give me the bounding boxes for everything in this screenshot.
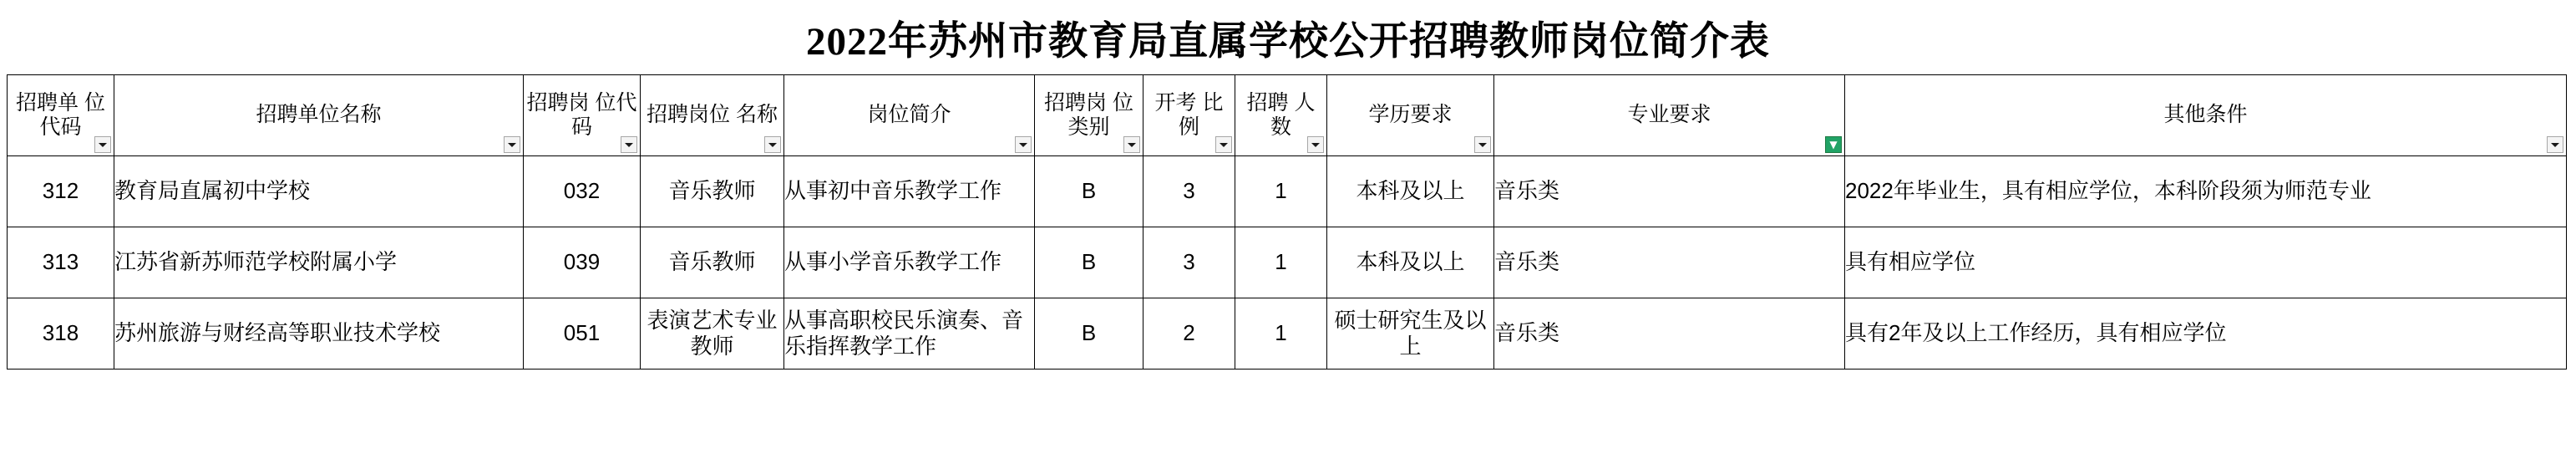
column-header-other-label: 其他条件 bbox=[2163, 103, 2248, 127]
cell-post-name: 音乐教师 bbox=[641, 227, 784, 298]
chevron-down-icon bbox=[1478, 143, 1487, 147]
column-header-exam-ratio bbox=[1143, 75, 1235, 156]
cell-headcount: 1 bbox=[1235, 156, 1327, 227]
cell-unit-name: 江苏省新苏师范学校附属小学 bbox=[114, 227, 524, 298]
cell-education: 硕士研究生及以上 bbox=[1327, 298, 1494, 370]
cell-unit-code: 313 bbox=[8, 227, 114, 298]
cell-headcount: 1 bbox=[1235, 227, 1327, 298]
cell-post-name: 表演艺术专业教师 bbox=[641, 298, 784, 370]
chevron-down-icon bbox=[1128, 143, 1136, 147]
cell-post-type: B bbox=[1035, 227, 1143, 298]
chevron-down-icon bbox=[2551, 143, 2559, 147]
column-header-post-code-label: 招聘岗 位代码 bbox=[526, 90, 637, 139]
chevron-down-icon bbox=[1311, 143, 1320, 147]
column-header-unit-code bbox=[8, 75, 114, 156]
column-header-post-code bbox=[524, 75, 641, 156]
chevron-down-icon bbox=[1019, 143, 1027, 147]
column-header-post-desc bbox=[784, 75, 1035, 156]
cell-post-desc: 从事小学音乐教学工作 bbox=[784, 227, 1035, 298]
table-body bbox=[8, 156, 2567, 370]
cell-other: 具有2年及以上工作经历，具有相应学位 bbox=[1845, 298, 2567, 370]
cell-exam-ratio: 3 bbox=[1143, 227, 1235, 298]
filter-dropdown-education[interactable] bbox=[1474, 136, 1491, 153]
table-row bbox=[8, 156, 2567, 227]
table-container bbox=[0, 74, 2576, 370]
cell-other: 2022年毕业生，具有相应学位，本科阶段须为师范专业 bbox=[1845, 156, 2567, 227]
cell-education: 本科及以上 bbox=[1327, 227, 1494, 298]
cell-exam-ratio: 2 bbox=[1143, 298, 1235, 370]
column-header-post-type bbox=[1035, 75, 1143, 156]
column-header-education bbox=[1327, 75, 1494, 156]
filter-dropdown-post-type[interactable] bbox=[1123, 136, 1140, 153]
cell-major: 音乐类 bbox=[1494, 298, 1845, 370]
cell-post-code: 039 bbox=[524, 227, 641, 298]
chevron-down-icon bbox=[768, 143, 777, 147]
column-header-exam-ratio-label: 开考 比例 bbox=[1154, 90, 1224, 139]
cell-unit-name: 教育局直属初中学校 bbox=[114, 156, 524, 227]
cell-post-name: 音乐教师 bbox=[641, 156, 784, 227]
filter-dropdown-exam-ratio[interactable] bbox=[1215, 136, 1232, 153]
column-header-education-label: 学历要求 bbox=[1368, 103, 1453, 127]
cell-post-code: 051 bbox=[524, 298, 641, 370]
column-header-major-label: 专业要求 bbox=[1627, 103, 1711, 127]
cell-other: 具有相应学位 bbox=[1845, 227, 2567, 298]
chevron-down-icon bbox=[1220, 143, 1228, 147]
column-header-unit-code-label: 招聘单 位代码 bbox=[16, 90, 105, 139]
cell-post-desc: 从事高职校民乐演奏、音乐指挥教学工作 bbox=[784, 298, 1035, 370]
cell-education: 本科及以上 bbox=[1327, 156, 1494, 227]
table-header-row bbox=[8, 75, 2567, 156]
chevron-down-icon bbox=[625, 143, 633, 147]
filter-dropdown-post-code[interactable] bbox=[621, 136, 637, 153]
cell-post-type: B bbox=[1035, 156, 1143, 227]
column-header-unit-name-label: 招聘单位名称 bbox=[256, 103, 382, 127]
cell-post-desc: 从事初中音乐教学工作 bbox=[784, 156, 1035, 227]
filter-dropdown-post-name[interactable] bbox=[764, 136, 781, 153]
table-row bbox=[8, 227, 2567, 298]
column-header-post-desc-label: 岗位简介 bbox=[867, 103, 951, 127]
filter-dropdown-headcount[interactable] bbox=[1307, 136, 1324, 153]
column-header-major bbox=[1494, 75, 1845, 156]
cell-unit-name: 苏州旅游与财经高等职业技术学校 bbox=[114, 298, 524, 370]
column-header-post-name bbox=[641, 75, 784, 156]
column-header-unit-name bbox=[114, 75, 524, 156]
column-header-post-name-label: 招聘岗位 名称 bbox=[647, 103, 778, 127]
filter-active-major[interactable] bbox=[1825, 136, 1842, 153]
filter-dropdown-unit-code[interactable] bbox=[94, 136, 111, 153]
cell-unit-code: 312 bbox=[8, 156, 114, 227]
column-header-other bbox=[1845, 75, 2567, 156]
cell-post-type: B bbox=[1035, 298, 1143, 370]
funnel-icon: ▼ bbox=[1829, 139, 1838, 150]
cell-headcount: 1 bbox=[1235, 298, 1327, 370]
filter-dropdown-other[interactable] bbox=[2547, 136, 2563, 153]
page-title: 2022年苏州市教育局直属学校公开招聘教师岗位简介表 bbox=[806, 20, 1770, 64]
cell-exam-ratio: 3 bbox=[1143, 156, 1235, 227]
cell-unit-code: 318 bbox=[8, 298, 114, 370]
job-listing-table bbox=[7, 74, 2567, 370]
chevron-down-icon bbox=[508, 143, 516, 147]
cell-major: 音乐类 bbox=[1494, 227, 1845, 298]
column-header-post-type-label: 招聘岗 位类别 bbox=[1044, 90, 1133, 139]
table-row bbox=[8, 298, 2567, 370]
cell-post-code: 032 bbox=[524, 156, 641, 227]
chevron-down-icon bbox=[99, 143, 107, 147]
filter-dropdown-unit-name[interactable] bbox=[504, 136, 520, 153]
filter-dropdown-post-desc[interactable] bbox=[1015, 136, 1032, 153]
cell-major: 音乐类 bbox=[1494, 156, 1845, 227]
column-header-headcount-label: 招聘 人数 bbox=[1246, 90, 1316, 139]
column-header-headcount bbox=[1235, 75, 1327, 156]
